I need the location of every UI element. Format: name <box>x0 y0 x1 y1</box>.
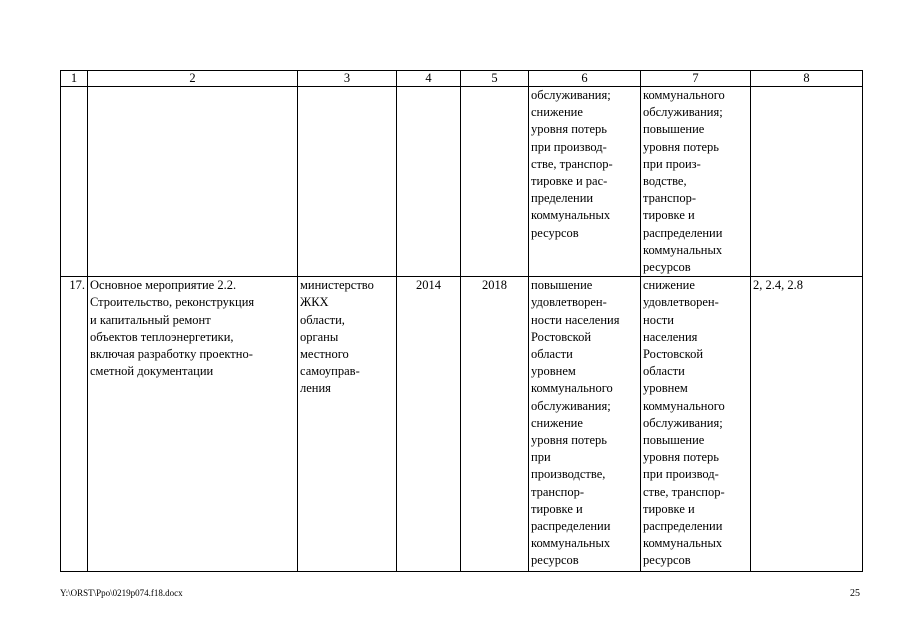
cell-number: 17. <box>61 277 88 572</box>
col-header: 4 <box>397 71 461 87</box>
measures-table <box>60 70 863 572</box>
cell-measure <box>88 87 298 277</box>
col-header: 8 <box>751 71 863 87</box>
cell-start-year: 2014 <box>397 277 461 572</box>
cell-text-line: коммунальных <box>531 208 611 223</box>
cell-text-line: повышение <box>531 278 593 293</box>
cell-text-line: снижение <box>531 415 583 430</box>
row-17 <box>61 277 863 572</box>
cell-end-year: 2018 <box>461 277 529 572</box>
cell-indicators: 2, 2.4, 2.8 <box>751 277 863 572</box>
cell-text-line: коммунальных <box>643 536 723 551</box>
cell-text-line: ресурсов <box>531 225 579 240</box>
cell-text-line: объектов теплоэнергетики, <box>90 329 234 344</box>
cell-text-line: удовлетворен- <box>643 295 719 310</box>
cell-text-line: распределении <box>643 519 723 534</box>
cell-text-line: ЖКХ <box>300 295 329 310</box>
cell-consequences <box>641 277 751 572</box>
cell-executor <box>298 87 397 277</box>
cell-text-line: обслуживания; <box>643 415 723 430</box>
cell-text-line: при производ- <box>531 139 607 154</box>
cell-text-line: Ростовской <box>643 347 704 362</box>
cell-text-line: производстве, <box>531 467 606 482</box>
cell-text-line: включая разработку проектно- <box>90 347 253 362</box>
cell-text-line: коммунального <box>531 381 613 396</box>
cell-start-year <box>397 87 461 277</box>
page-number: 25 <box>850 588 860 599</box>
cell-text-line: коммунального <box>643 88 725 102</box>
cell-text-line: удовлетворен- <box>531 295 607 310</box>
col-header: 7 <box>641 71 751 87</box>
cell-text-line: области, <box>300 312 345 327</box>
cell-expected-result <box>529 277 641 572</box>
cell-text-line: повышение <box>643 122 705 137</box>
cell-text-line: снижение <box>531 105 583 120</box>
cell-text-line: снижение <box>643 278 695 293</box>
footer-file-path: Y:\ORST\Ppo\0219p074.f18.docx <box>60 588 183 598</box>
cell-text-line: при произ- <box>643 156 701 171</box>
cell-text-line: министерство <box>300 278 374 293</box>
cell-text-line: ресурсов <box>531 553 579 568</box>
cell-text-line: коммунальных <box>643 242 723 257</box>
col-header: 2 <box>88 71 298 87</box>
col-header: 3 <box>298 71 397 87</box>
cell-text-line: ности населения <box>531 312 620 327</box>
cell-text-line: тировке и <box>531 501 583 516</box>
cell-text-line: стве, транспор- <box>531 156 613 171</box>
cell-text-line: уровнем <box>531 364 576 379</box>
column-number-row <box>61 71 863 87</box>
cell-text-line: населения <box>643 329 698 344</box>
col-header: 5 <box>461 71 529 87</box>
cell-text-line: и капитальный ремонт <box>90 312 211 327</box>
cell-text-line: коммунальных <box>531 536 611 551</box>
cell-text-line: тировке и <box>643 501 695 516</box>
cell-text-line: обслуживания; <box>643 105 723 120</box>
cell-text-line: при производ- <box>643 467 719 482</box>
cell-text-line: области <box>531 347 573 362</box>
cell-text-line: ления <box>300 381 331 396</box>
cell-text-line: коммунального <box>643 398 725 413</box>
cell-text-line: пределении <box>531 191 594 206</box>
cell-consequences <box>641 87 751 277</box>
cell-text-line: тировке и рас- <box>531 174 608 189</box>
cell-measure <box>88 277 298 572</box>
cell-text-line: при <box>531 450 551 465</box>
cell-text-line: уровня потерь <box>531 122 607 137</box>
cell-text-line: распределении <box>531 519 611 534</box>
cell-text-line: уровня потерь <box>643 450 719 465</box>
cell-text-line: уровнем <box>643 381 688 396</box>
cell-text-line: уровня потерь <box>643 139 719 154</box>
cell-text-line: повышение <box>643 433 705 448</box>
col-header: 1 <box>61 71 88 87</box>
cell-text-line: органы <box>300 329 339 344</box>
col-header: 6 <box>529 71 641 87</box>
cell-text-line: ности <box>643 312 674 327</box>
cell-text-line: тировке и <box>643 208 695 223</box>
cell-text-line: уровня потерь <box>531 433 607 448</box>
cell-text-line: транспор- <box>643 191 697 206</box>
cell-text-line: Ростовской <box>531 329 592 344</box>
cell-text-line: ресурсов <box>643 553 691 568</box>
cell-text-line: местного <box>300 347 349 362</box>
cell-text-line: Основное мероприятие 2.2. <box>90 278 237 293</box>
cell-text-line: самоуправ- <box>300 364 360 379</box>
cell-number <box>61 87 88 277</box>
cell-text-line: водстве, <box>643 174 687 189</box>
cell-text-line: ресурсов <box>643 260 691 275</box>
cell-text-line: транспор- <box>531 484 585 499</box>
cell-text-line: обслуживания; <box>531 398 611 413</box>
cell-text-line: Строительство, реконструкция <box>90 295 255 310</box>
cell-text-line: обслуживания; <box>531 88 611 102</box>
cell-text-line: сметной документации <box>90 364 214 379</box>
cell-indicators <box>751 87 863 277</box>
cell-text-line: области <box>643 364 685 379</box>
cell-expected-result <box>529 87 641 277</box>
cell-text-line: стве, транспор- <box>643 484 725 499</box>
cell-end-year <box>461 87 529 277</box>
cell-executor <box>298 277 397 572</box>
cell-text-line: распределении <box>643 225 723 240</box>
continuation-row <box>61 87 863 277</box>
